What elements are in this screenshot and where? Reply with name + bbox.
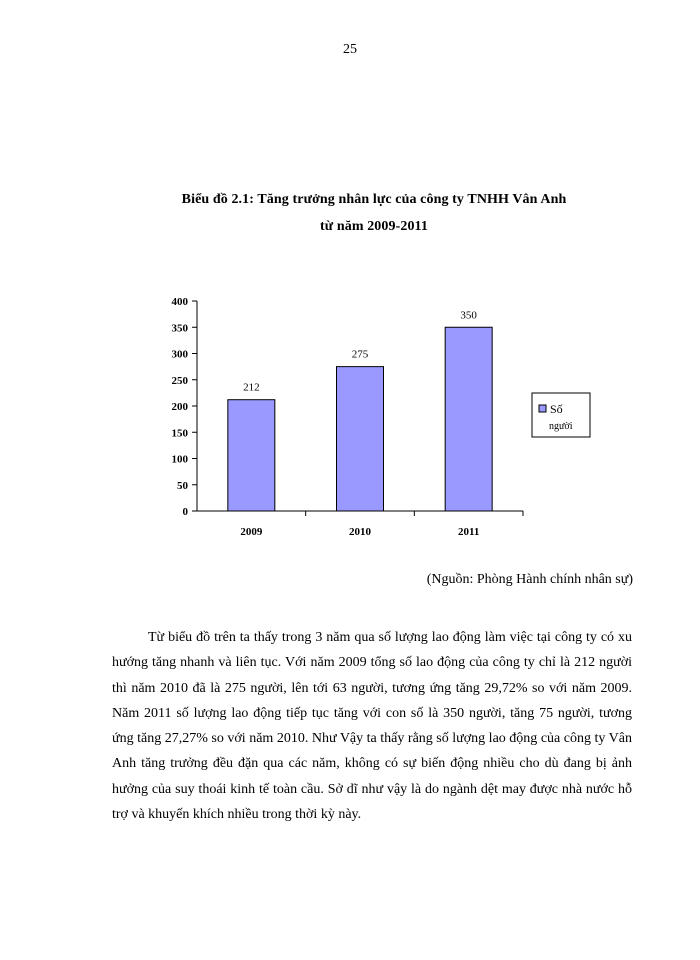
legend-label-line-2: người <box>549 421 573 432</box>
y-tick-label: 200 <box>171 401 188 413</box>
y-tick-label: 400 <box>171 296 188 308</box>
bar-chart <box>150 285 600 550</box>
bar-2010 <box>337 367 384 511</box>
bar-2009 <box>228 400 275 511</box>
body-paragraph: Từ biểu đồ trên ta thấy trong 3 năm qua số lượng lao động làm việc tại công ty có xu hướng tăng nhanh và liên tục. Với năm 2009 tổng số lao động của công ty chỉ là 212 người thì năm 2010 đã là 275 người, lên tới 63 người, tương ứng tăng 29,72% so với năm 2009. Năm 2011 số lượng lao động tiếp tục tăng với con số là 350 người, tăng 75 người, tương ứng tăng 27,27% so với năm 2010. Như Vậy ta thấy rằng số lượng lao động của công ty Vân Anh tăng trưởng đều đặn qua các năm, không có sự biến động nhiều cho dù đang bị ảnh hưởng của suy thoái kinh tế toàn cầu. Sở dĩ như vậy là do ngành dệt may được nhà nước hỗ trợ và khuyến khích nhiều trong thời kỳ này. <box>112 630 632 823</box>
page-number: 25 <box>343 42 357 57</box>
y-tick-label: 300 <box>171 348 188 361</box>
source-note: (Nguồn: Phòng Hành chính nhân sự) <box>426 572 633 587</box>
y-tick-label: 0 <box>182 506 188 518</box>
legend-label-line-1: Số <box>550 402 563 416</box>
x-tick-label-2010: 2010 <box>349 526 371 538</box>
x-tick-label-2009: 2009 <box>240 526 263 538</box>
y-tick-label: 100 <box>171 453 188 466</box>
bar-2011 <box>445 327 492 511</box>
data-label-2009: 212 <box>243 381 260 394</box>
data-label-2011: 350 <box>460 309 477 322</box>
legend-swatch <box>539 405 546 412</box>
x-tick-label-2011: 2011 <box>457 526 480 538</box>
data-label-2010: 275 <box>351 348 369 361</box>
y-tick-label: 150 <box>171 427 188 440</box>
chart-title-line-2: từ năm 2009-2011 <box>319 219 428 234</box>
y-tick-label: 250 <box>171 374 188 387</box>
chart-title-line-1: Biểu đồ 2.1: Tăng trưởng nhân lực của công ty TNHH Vân Anh <box>181 192 567 207</box>
y-tick-label: 350 <box>171 322 188 335</box>
chart-legend <box>532 393 590 437</box>
y-tick-label: 50 <box>177 479 188 492</box>
